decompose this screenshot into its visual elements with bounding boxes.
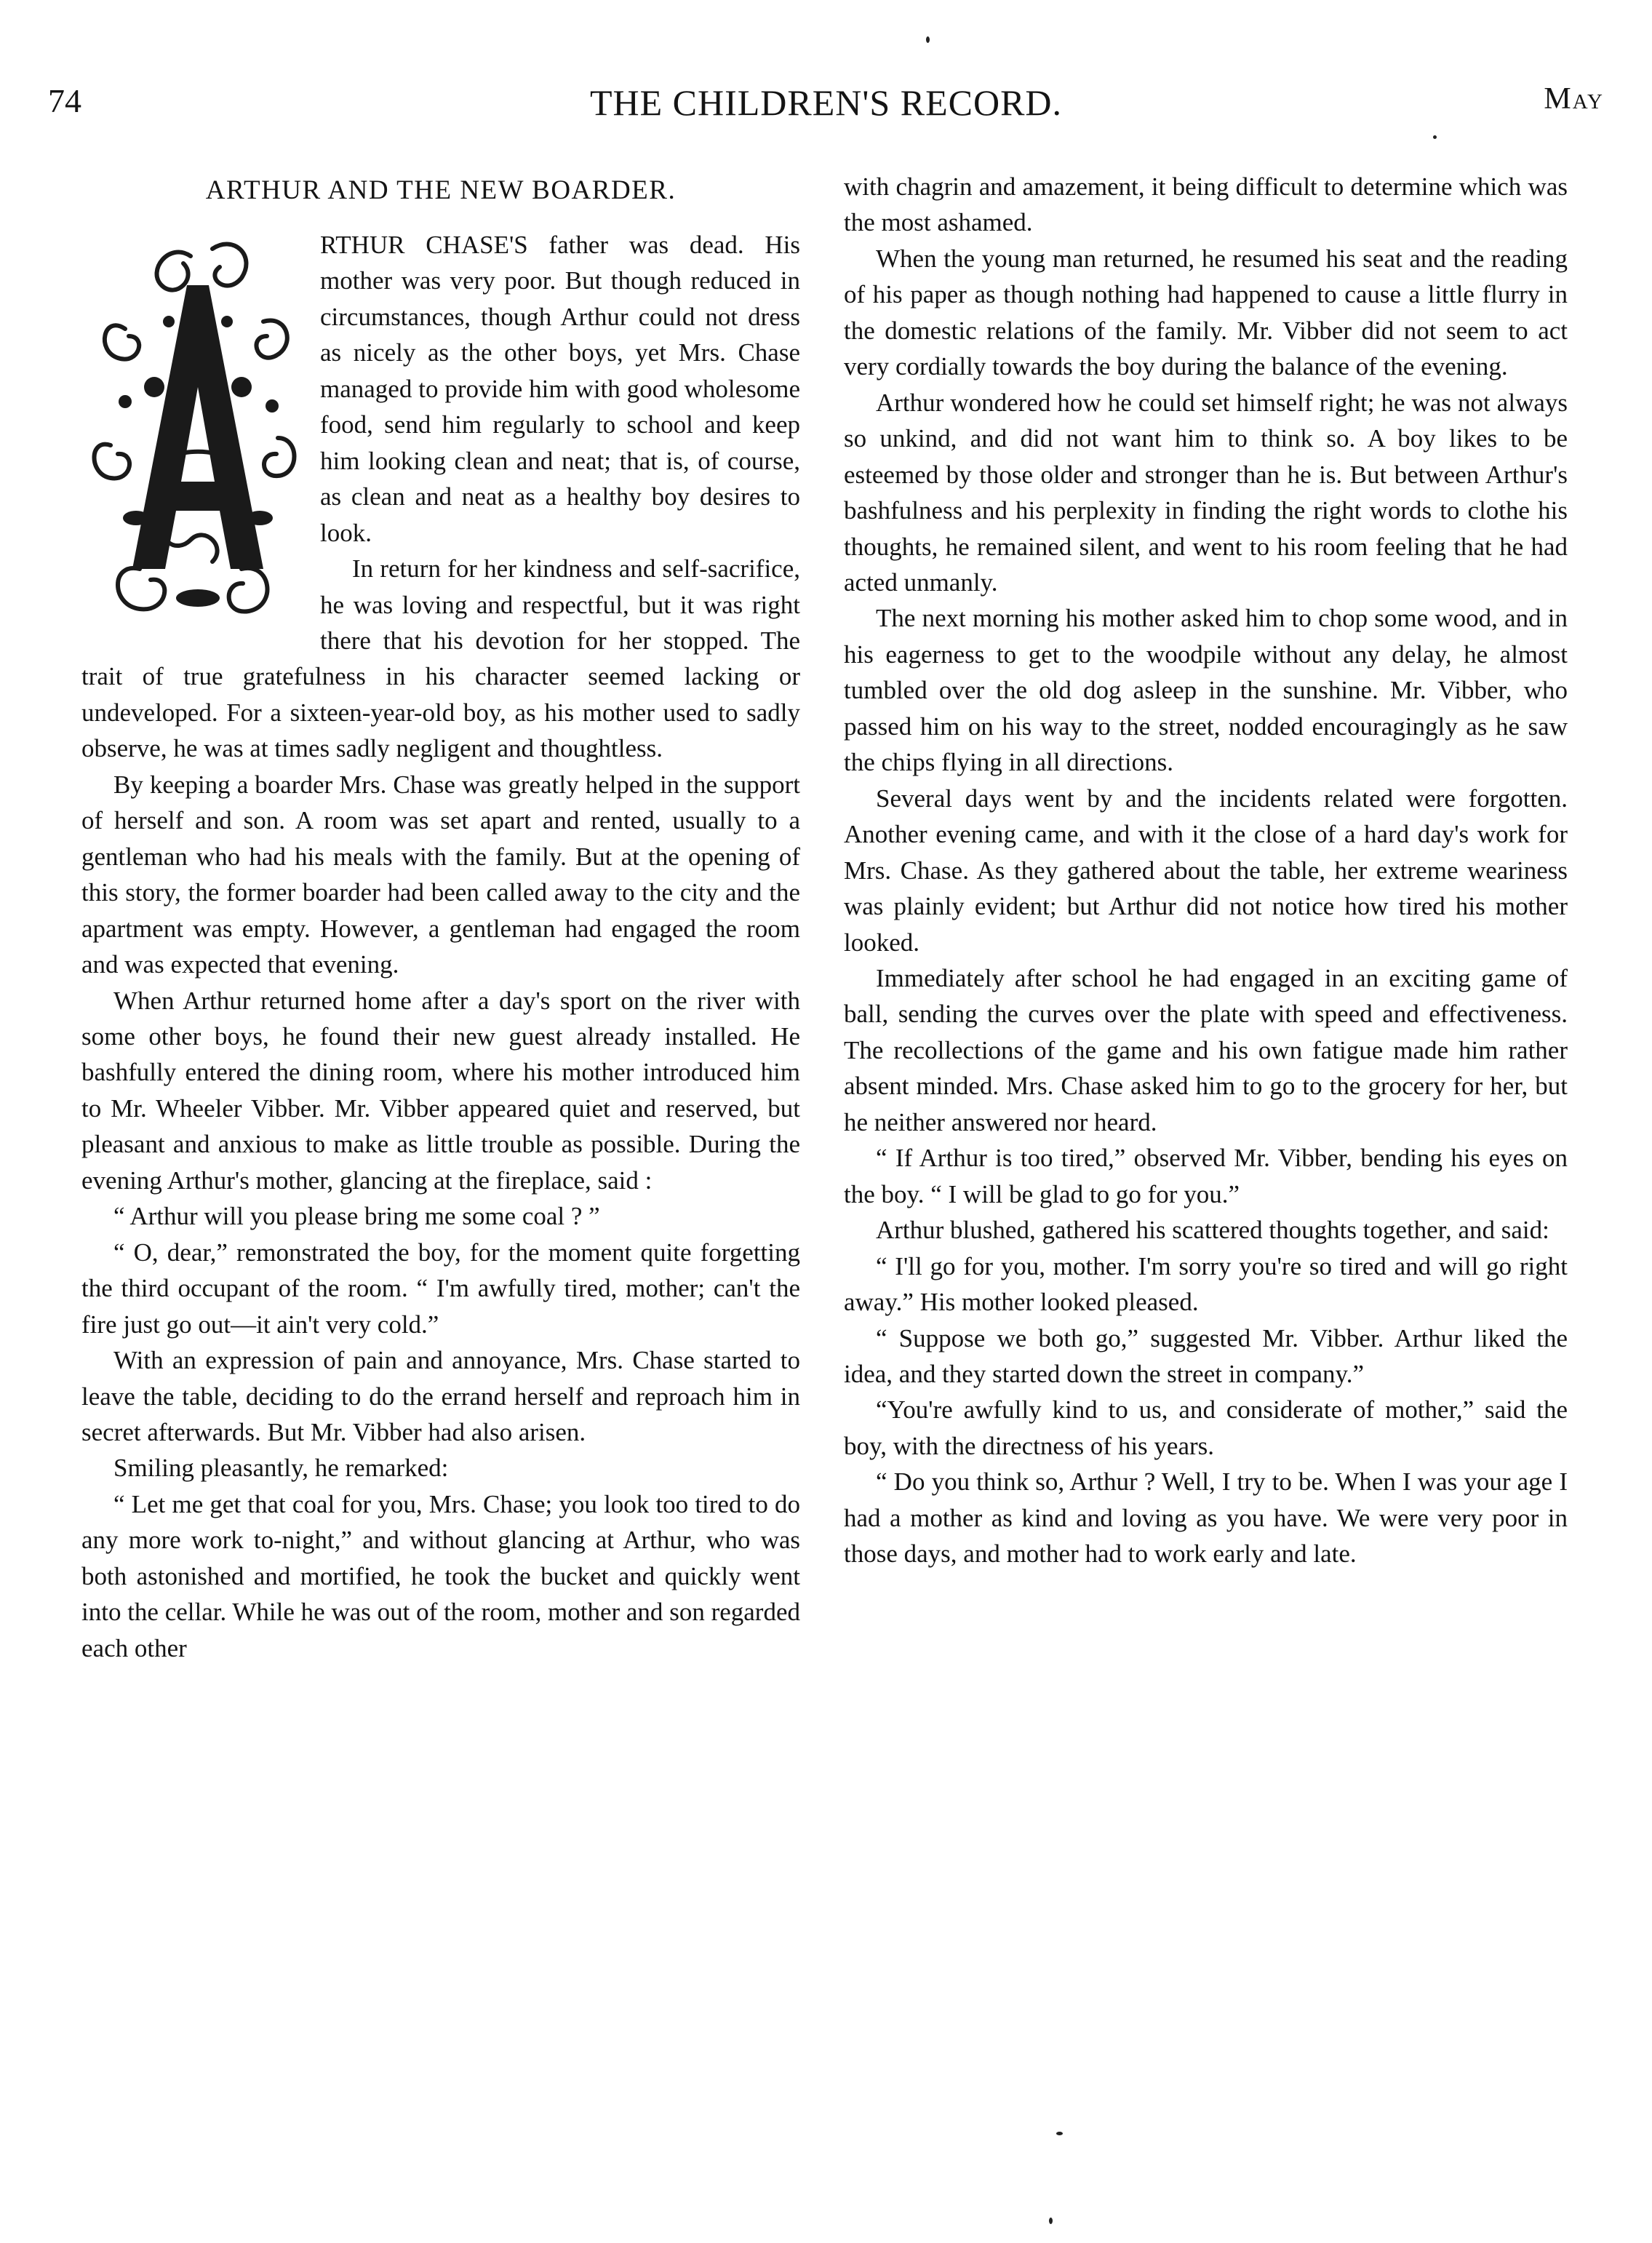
paragraph: “ Suppose we both go,” suggested Mr. Vibber. Arthur liked the idea, and they started down the street in company.”: [844, 1323, 1568, 1388]
paragraph: In return for her kindness and self-sacrifice, he was loving and respectful, but it was right there that his devotion for her stopped. The trait of true gratefulness in his character seemed lacking or undeveloped. For a sixteen-year-old boy, as his mother used to sadly observe, he was at times sadly negligent and thoughtless.: [81, 554, 800, 763]
paragraph: “ If Arthur is too tired,” observed Mr. Vibber, bending his eyes on the boy. “ I will be glad to go for you.”: [844, 1144, 1568, 1208]
page-number: 74: [48, 82, 81, 119]
paragraph: When Arthur returned home after a day's sport on the river with some other boys, he found their new guest already installed. He bashfully entered the dining room, where his mother introduced him to Mr. Wheeler Vibber. Mr. Vibber appeared quiet and reserved, but pleasant and anxious to make as little trouble as possible. During the evening Arthur's mother, glancing at the fireplace, said :: [81, 986, 800, 1195]
paragraph: Arthur wondered how he could set himself right; he was not always so unkind, and did not want him to think so. A boy likes to be esteemed by those older and stronger than he is. But between Arthur's bashfulness and his perplexity in finding the right words to clothe his thoughts, he remained silent, and went to his room feeling that he had acted unmanly.: [844, 388, 1568, 597]
print-speck: [926, 36, 930, 43]
paragraph: Smiling pleasantly, he remarked:: [113, 1454, 449, 1483]
print-speck: [1433, 135, 1437, 139]
paragraph: Immediately after school he had engaged in an exciting game of ball, sending the curves over the plate with speed and effectiveness. The recollections of the game and his own fatigue made him rather absent minded. Mrs. Chase asked him to go to the grocery for her, but he neither answered nor heard.: [844, 963, 1568, 1136]
ornamental-dropcap: [81, 227, 308, 634]
print-speck: [1056, 2132, 1063, 2135]
article-title: ARTHUR AND THE NEW BOARDER.: [205, 175, 677, 205]
paragraph: Several days went by and the incidents related were forgotten. Another evening came, and with it the close of a hard day's work for Mrs. Chase. As they gathered about the table, her extreme weariness was plainly evident; but Arthur did not notice how tired his mother looked.: [844, 784, 1568, 957]
paragraph: RTHUR CHASE'S father was dead. His mother was very poor. But though reduced in circumstances, though Arthur could not dress as nicely as the other boys, yet Mrs. Chase managed to provide him with good wholesome food, send him regularly to school and keep him looking clean and neat; that is, of course, as clean and neat as a healthy boy desires to look.: [320, 231, 800, 547]
paragraph: with chagrin and amazement, it being difficult to determine which was the most ashamed.: [844, 172, 1568, 237]
running-title: THE CHILDREN'S RECORD.: [589, 82, 1063, 123]
page-header: [48, 81, 1604, 132]
paragraph: When the young man returned, he resumed his seat and the reading of his paper as though nothing had happened to cause a little flurry in the domestic relations of the family. Mr. Vibber did not seem to act very cordially towards the boy during the balance of the evening.: [844, 244, 1568, 381]
paragraph: Arthur blushed, gathered his scattered thoughts together, and said:: [876, 1216, 1549, 1245]
paragraph: “ Do you think so, Arthur ? Well, I try to be. When I was your age I had a mother as kind and loving as you have. We were very poor in those days, and mother had to work early and late.: [844, 1467, 1568, 1569]
paragraph: “ I'll go for you, mother. I'm sorry you're so tired and will go right away.” His mother looked pleased.: [844, 1251, 1568, 1317]
paragraph: By keeping a boarder Mrs. Chase was greatly helped in the support of herself and son. A room was set apart and rented, usually to a gentleman who had his meals with the family. But at the opening of this story, the former boarder had been called away to the city and the apartment was empty. However, a gentleman had engaged the room and was expected that evening.: [81, 770, 800, 979]
paragraph: “You're awfully kind to us, and considerate of mother,” said the boy, with the directness of his years.: [844, 1395, 1568, 1460]
paragraph: The next morning his mother asked him to chop some wood, and in his eagerness to get to the woodpile without any delay, he almost tumbled over the old dog asleep in the sunshine. Mr. Vibber, who passed him on his way to the street, nodded encouragingly as he saw the chips flying in all directions.: [844, 604, 1568, 777]
ornamental-letter-a-icon: [81, 227, 308, 634]
right-column: [844, 169, 1568, 1572]
paragraph: “ Arthur will you please bring me some coal ? ”: [113, 1202, 600, 1231]
left-column: [81, 169, 800, 1666]
issue-month: May: [1544, 82, 1604, 116]
paragraph: With an expression of pain and annoyance, Mrs. Chase started to leave the table, deciding to do the errand herself and reproach him in secret afterwards. But Mr. Vibber had also arisen.: [81, 1346, 800, 1446]
paragraph: “ Let me get that coal for you, Mrs. Chase; you look too tired to do any more work to-night,” and without glancing at Arthur, who was both astonished and mortified, he took the bucket and quickly went into the cellar. While he was out of the room, mother and son regarded each other: [81, 1489, 800, 1662]
print-speck: [1049, 2218, 1053, 2224]
paragraph: “ O, dear,” remonstrated the boy, for the moment quite forgetting the third occupant of the room. “ I'm awfully tired, mother; can't the fire just go out—it ain't very cold.”: [81, 1238, 800, 1339]
